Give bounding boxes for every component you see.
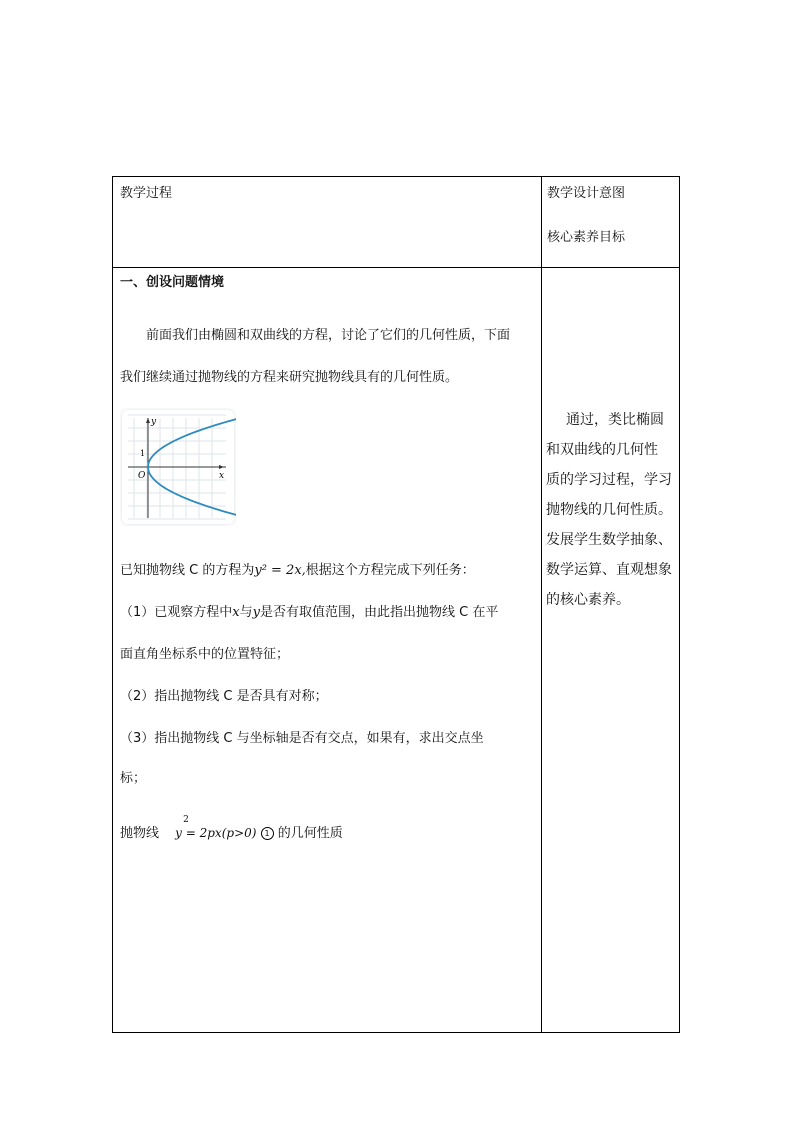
section-title: 一、创设问题情境 <box>120 275 225 290</box>
intent-line: 数学运算、直观想象 <box>546 562 672 578</box>
design-intent-text <box>546 405 679 615</box>
question-3-line-1: （3）指出抛物线 C 与坐标轴是否有交点，如果有，求出交点坐 <box>120 731 484 746</box>
intent-line: 质的学习过程，学习 <box>546 472 672 488</box>
question-1-line-1: （1）已观察方程中x与y是否有取值范围，由此指出抛物线 C 在平 <box>120 605 499 620</box>
header-design-intent: 教学设计意图 <box>547 186 626 201</box>
question-2: （2）指出抛物线 C 是否具有对称； <box>120 689 328 704</box>
column-divider <box>541 177 542 1032</box>
intent-line: 抛物线的几何性质。 <box>546 502 672 518</box>
lesson-table <box>112 176 680 1033</box>
origin-label: O <box>138 471 146 481</box>
intro-line-1: 前面我们由椭圆和双曲线的方程，讨论了它们的几何性质，下面 <box>146 328 511 343</box>
intent-line: 发展学生数学抽象、 <box>546 532 672 548</box>
property-line: 抛物线 2 y = 2px(p>0) 1 的几何性质 <box>120 815 343 841</box>
header-teaching-process: 教学过程 <box>120 186 173 201</box>
parabola-graph <box>120 408 236 526</box>
circled-one-marker: 1 <box>261 827 274 840</box>
header-core-literacy: 核心素养目标 <box>547 230 626 245</box>
header-divider <box>113 267 679 268</box>
intent-line: 和双曲线的几何性 <box>546 442 658 458</box>
intent-line: 通过，类比椭圆 <box>566 412 664 428</box>
task-equation: y² = 2x, <box>254 563 306 578</box>
unit-label: 1 <box>140 449 146 458</box>
task-statement: 已知抛物线 C 的方程为y² = 2x,根据这个方程完成下列任务： <box>120 563 475 578</box>
question-1-line-2: 面直角坐标系中的位置特征； <box>120 647 290 662</box>
y-axis-label: y <box>151 417 157 427</box>
intro-line-2: 我们继续通过抛物线的方程来研究抛物线具有的几何性质。 <box>120 370 459 385</box>
intent-line: 的核心素养。 <box>546 592 630 608</box>
question-3-line-2: 标； <box>120 771 147 786</box>
x-axis-label: x <box>219 471 225 481</box>
property-equation: y = 2px(p>0) <box>175 826 257 840</box>
